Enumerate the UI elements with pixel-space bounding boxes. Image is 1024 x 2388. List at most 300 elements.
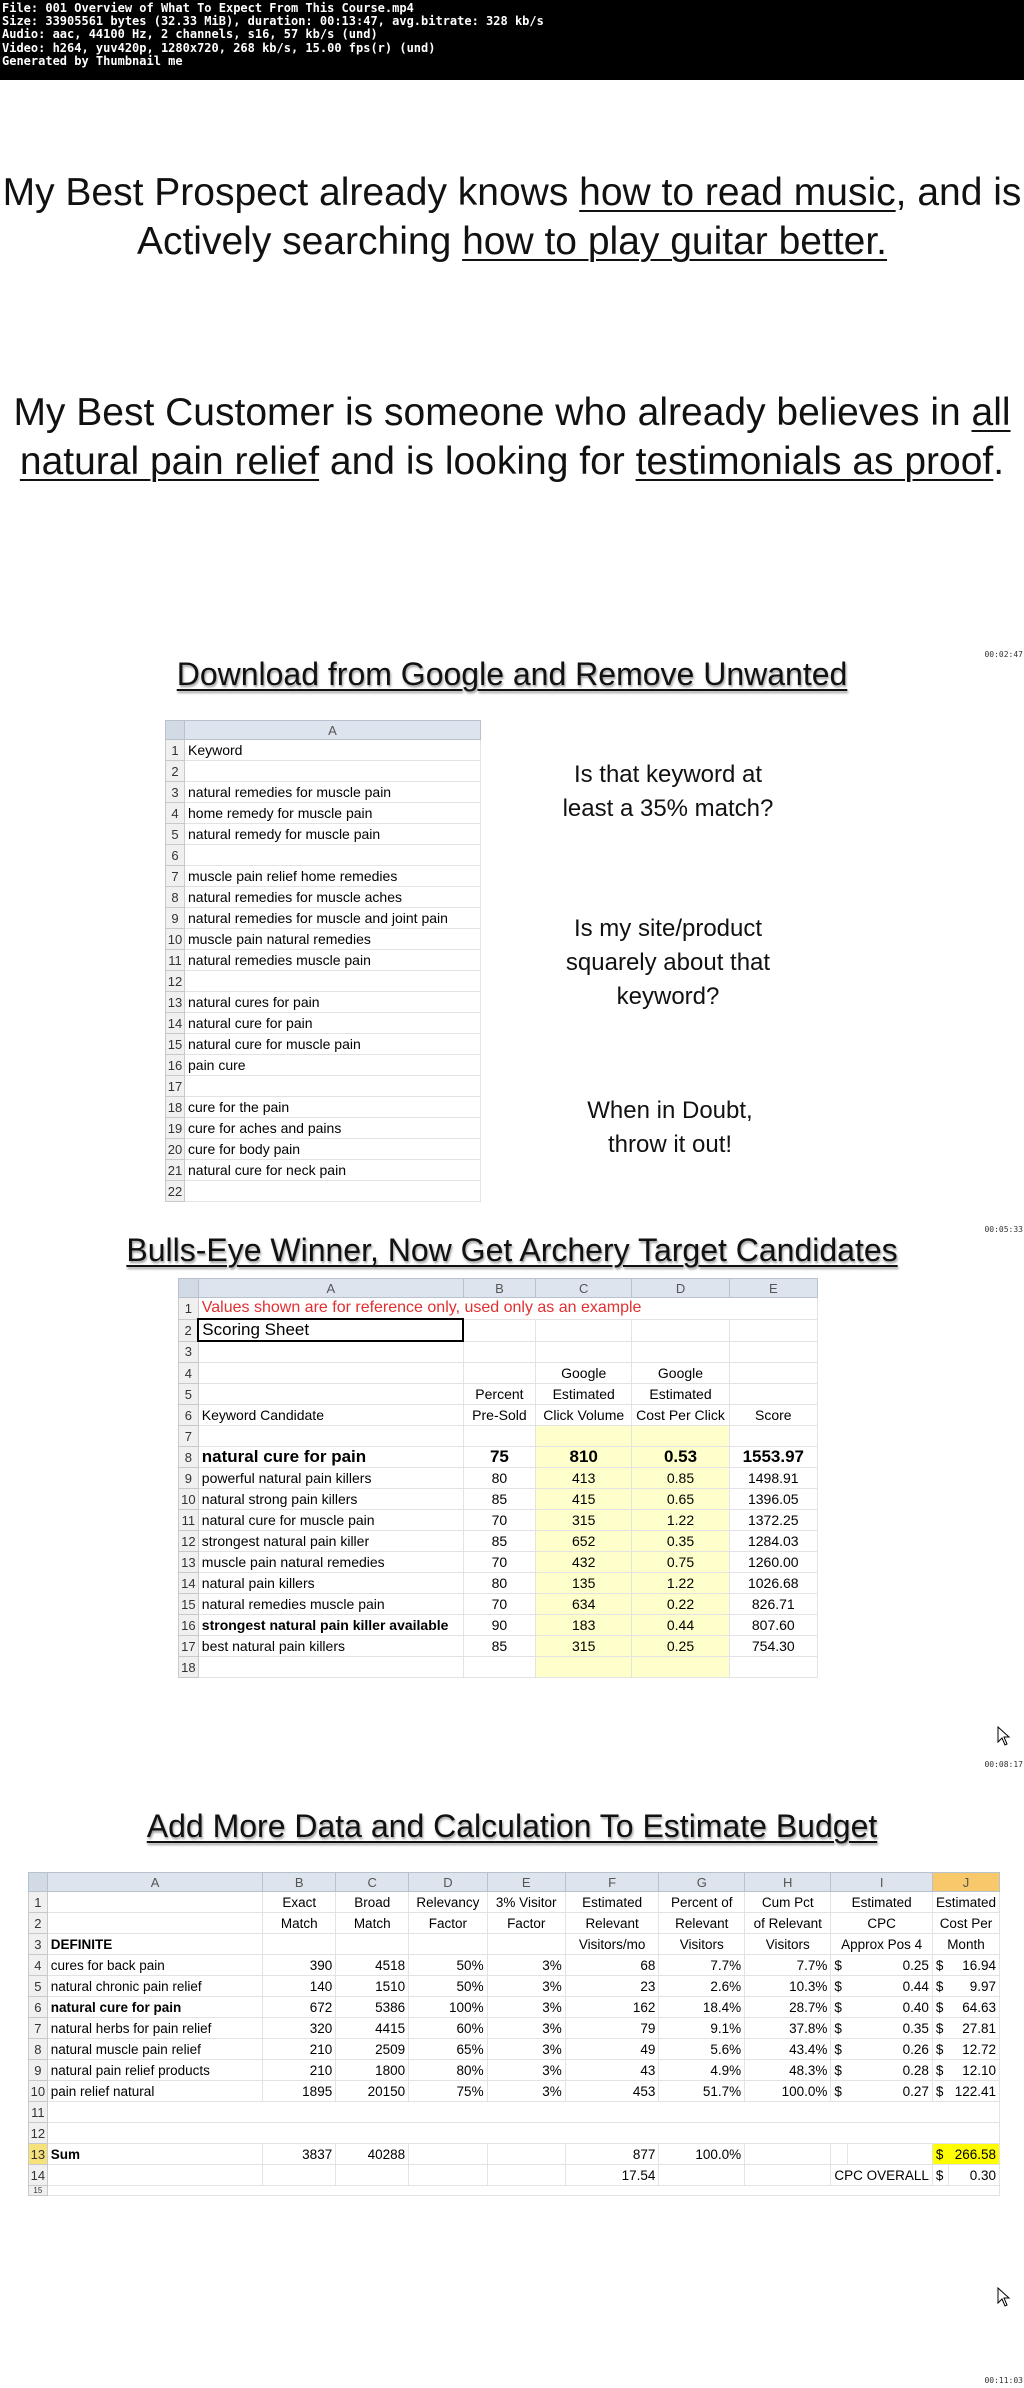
budget-value[interactable]: 20150 xyxy=(336,2081,409,2102)
candidate-keyword[interactable]: natural cure for muscle pain xyxy=(198,1510,463,1531)
timestamp-3: 00:08:17 xyxy=(984,1760,1023,1769)
candidate-cost-per-click[interactable]: 1.22 xyxy=(632,1510,729,1531)
row-number: 10 xyxy=(29,2081,48,2102)
budget-value[interactable]: 12.72 xyxy=(949,2039,1000,2060)
budget-keyword[interactable]: natural muscle pain relief xyxy=(47,2039,263,2060)
keyword-cell[interactable]: muscle pain natural remedies xyxy=(185,929,481,950)
budget-value[interactable]: 390 xyxy=(263,1955,336,1976)
keyword-row xyxy=(166,1160,481,1181)
candidate-score[interactable]: 1396.05 xyxy=(729,1489,817,1510)
hdr-estimated-d: Estimated xyxy=(632,1384,729,1405)
budget-value[interactable]: 3% xyxy=(487,1997,565,2018)
budget-value[interactable]: 2509 xyxy=(336,2039,409,2060)
candidate-keyword[interactable]: natural cure for pain xyxy=(198,1447,463,1468)
candidate-keyword[interactable]: strongest natural pain killer available xyxy=(198,1615,463,1636)
generator-info: Generated by Thumbnail me xyxy=(2,53,183,68)
budget-keyword[interactable]: natural chronic pain relief xyxy=(47,1976,263,1997)
prospect-text-a: My Best Prospect already knows xyxy=(2,171,580,214)
candidate-score[interactable]: 754.30 xyxy=(729,1636,817,1657)
candidate-presold[interactable]: 75 xyxy=(463,1447,535,1468)
row14-value[interactable] xyxy=(745,2165,831,2186)
keyword-row xyxy=(166,761,481,782)
budget-value[interactable]: 0.44 xyxy=(847,1976,932,1997)
budget-value[interactable]: 4.9% xyxy=(659,2060,745,2081)
keyword-cell[interactable]: natural cures for pain xyxy=(185,992,481,1013)
budget-value[interactable]: $ xyxy=(831,2081,848,2102)
candidate-row xyxy=(179,1615,818,1636)
budget-row xyxy=(29,2039,1000,2060)
budget-h3-cell: Visitors/mo xyxy=(565,1934,659,1955)
budget-sheet: A B C D E F G H I J 1 Exact Broad Relevancy 3% Visitor Estimated Percent of Cum Pct Estimated Estimated 2 Match Match Factor Factor Relevant Relevant of Relevant CPC Cost Per 3 DEFINITE Visitors/mo Visitors Visitors Approx Pos 4 Month 4 cures for back pain 390 4518 50% 3% 68 7.7% 7.7% $ 0.25 $ 16.94 5 natural chronic pain relief 140 1510 50% 3% 23 2.6% 10.3% $ 0.44 $ 9.97 6 natural cure for pain 672 5386 100% 3% 162 18.4% 28.7% $ 0.40 $ 64.63 7 natural herbs for pain relief 320 4415 60% 3% 79 9.1% 37.8% $ 0.35 $ 27.81 8 natural muscle pain relief 210 2509 65% 3% 49 5.6% 43.4% $ 0.26 $ 12.72 9 natural pain relief products 210 1800 80% 3% 43 4.9% 48.3% $ 0.28 $ 12.10 10 pain relief natural 1895 20150 75% 3% 453 51.7% 100.0% $ 0.27 $ 122.41 11 12 13 Sum 3837 40288 877 100.0% $ 266.58 14 17.54 CPC OVERALL $ 0.30 15 xyxy=(28,1872,1000,2196)
budget-h2-cell: of Relevant xyxy=(745,1913,831,1934)
mouse-cursor-icon xyxy=(997,1726,1011,1746)
col-header-i: I xyxy=(831,1873,933,1892)
budget-value[interactable]: $ xyxy=(831,2018,848,2039)
budget-h1-cell xyxy=(47,1892,263,1913)
budget-value[interactable]: 50% xyxy=(409,1955,487,1976)
candidate-row xyxy=(179,1531,818,1552)
budget-value[interactable]: 3% xyxy=(487,2060,565,2081)
keyword-row xyxy=(166,740,481,761)
row-number: 17 xyxy=(166,1076,185,1097)
row-number: 11 xyxy=(166,950,185,971)
hdr-cost-per-click: Cost Per Click xyxy=(632,1405,729,1426)
candidate-cost-per-click[interactable]: 0.22 xyxy=(632,1594,729,1615)
budget-value[interactable]: 18.4% xyxy=(659,1997,745,2018)
budget-h3-cell xyxy=(336,1934,409,1955)
budget-value[interactable]: 16.94 xyxy=(949,1955,1000,1976)
candidate-score[interactable]: 826.71 xyxy=(729,1594,817,1615)
budget-value[interactable]: 672 xyxy=(263,1997,336,2018)
keyword-row xyxy=(166,1034,481,1055)
budget-value[interactable]: 3% xyxy=(487,2081,565,2102)
budget-keyword[interactable]: natural pain relief products xyxy=(47,2060,263,2081)
customer-statement xyxy=(0,388,1024,486)
sum-value[interactable] xyxy=(409,2144,487,2165)
note-match: Is that keyword at least a 35% match? xyxy=(562,761,774,822)
candidate-row xyxy=(179,1489,818,1510)
candidate-presold[interactable]: 85 xyxy=(463,1489,535,1510)
keyword-cell[interactable]: muscle pain relief home remedies xyxy=(185,866,481,887)
corner-cell xyxy=(29,1873,48,1892)
col-header-c: C xyxy=(336,1873,409,1892)
budget-value[interactable]: 68 xyxy=(565,1955,659,1976)
row-number: 5 xyxy=(29,1976,48,1997)
keyword-cell[interactable]: natural cure for pain xyxy=(185,1013,481,1034)
keyword-cell[interactable] xyxy=(185,1076,481,1097)
col-header-b: B xyxy=(263,1873,336,1892)
budget-value[interactable]: 79 xyxy=(565,2018,659,2039)
budget-value[interactable]: $ xyxy=(831,1997,848,2018)
keyword-row xyxy=(166,1181,481,1202)
budget-value[interactable]: 48.3% xyxy=(745,2060,831,2081)
budget-row xyxy=(29,1997,1000,2018)
candidate-click-volume[interactable]: 415 xyxy=(535,1489,631,1510)
keyword-cell[interactable]: cure for the pain xyxy=(185,1097,481,1118)
budget-keyword[interactable]: natural cure for pain xyxy=(47,1997,263,2018)
budget-h2-cell: CPC xyxy=(831,1913,933,1934)
row14-value[interactable]: 0.30 xyxy=(949,2165,1000,2186)
hdr-estimated-c: Estimated xyxy=(535,1384,631,1405)
budget-value[interactable]: $ xyxy=(932,1976,949,1997)
row-number: 8 xyxy=(179,1447,199,1468)
budget-value[interactable]: 80% xyxy=(409,2060,487,2081)
budget-value[interactable]: 51.7% xyxy=(659,2081,745,2102)
keyword-row xyxy=(166,1139,481,1160)
candidate-row xyxy=(179,1636,818,1657)
budget-value[interactable]: $ xyxy=(932,1955,949,1976)
row-number: 19 xyxy=(166,1118,185,1139)
budget-value[interactable]: 7.7% xyxy=(745,1955,831,1976)
budget-value[interactable]: 28.7% xyxy=(745,1997,831,2018)
candidate-score[interactable]: 1026.68 xyxy=(729,1573,817,1594)
budget-h1-cell: Broad xyxy=(336,1892,409,1913)
row-number: 6 xyxy=(166,845,185,866)
customer-text-b: and is looking for xyxy=(319,440,636,483)
keyword-cell[interactable] xyxy=(185,845,481,866)
row-number: 17 xyxy=(179,1636,199,1657)
keyword-row xyxy=(166,803,481,824)
candidate-score[interactable]: 1284.03 xyxy=(729,1531,817,1552)
keyword-cell[interactable]: natural remedy for muscle pain xyxy=(185,824,481,845)
budget-value[interactable]: 1895 xyxy=(263,2081,336,2102)
candidate-cost-per-click[interactable]: 0.25 xyxy=(632,1636,729,1657)
budget-h1-cell: Estimated xyxy=(565,1892,659,1913)
hdr-keyword-candidate: Keyword Candidate xyxy=(198,1405,463,1426)
candidate-cost-per-click[interactable]: 0.35 xyxy=(632,1531,729,1552)
candidate-click-volume[interactable]: 183 xyxy=(535,1615,631,1636)
scoring-sheet-label[interactable]: Scoring Sheet xyxy=(198,1319,463,1341)
budget-keyword[interactable]: pain relief natural xyxy=(47,2081,263,2102)
candidate-keyword[interactable]: natural pain killers xyxy=(198,1573,463,1594)
sum-value[interactable] xyxy=(847,2144,932,2165)
candidate-keyword[interactable]: best natural pain killers xyxy=(198,1636,463,1657)
slide3-title: Bulls-Eye Winner, Now Get Archery Target Candidates xyxy=(126,1232,898,1268)
note-site: Is my site/product squarely about that keyword? xyxy=(565,915,771,1010)
budget-value[interactable]: 1800 xyxy=(336,2060,409,2081)
sum-value[interactable]: 877 xyxy=(565,2144,659,2165)
sum-label[interactable]: Sum xyxy=(47,2144,263,2165)
budget-value[interactable]: 5386 xyxy=(336,1997,409,2018)
row14-value[interactable] xyxy=(336,2165,409,2186)
budget-value[interactable]: 140 xyxy=(263,1976,336,1997)
budget-h3-cell: Visitors xyxy=(659,1934,745,1955)
budget-value[interactable]: 10.3% xyxy=(745,1976,831,1997)
budget-value[interactable]: $ xyxy=(831,1955,848,1976)
row-number: 9 xyxy=(29,2060,48,2081)
budget-value[interactable]: 12.10 xyxy=(949,2060,1000,2081)
budget-h2-cell: Cost Per xyxy=(932,1913,999,1934)
slide4-title: Add More Data and Calculation To Estimate Budget xyxy=(146,1808,878,1844)
candidate-score[interactable]: 1260.00 xyxy=(729,1552,817,1573)
col-header-b: B xyxy=(463,1279,535,1298)
row-number: 22 xyxy=(166,1181,185,1202)
budget-value[interactable]: 0.26 xyxy=(847,2039,932,2060)
col-header-c: C xyxy=(535,1279,631,1298)
keyword-row xyxy=(166,992,481,1013)
col-header-a: A xyxy=(185,721,481,740)
candidate-row xyxy=(179,1510,818,1531)
keyword-cell[interactable]: natural remedies muscle pain xyxy=(185,950,481,971)
budget-value[interactable]: 5.6% xyxy=(659,2039,745,2060)
budget-value[interactable]: 3% xyxy=(487,1976,565,1997)
budget-value[interactable]: 4518 xyxy=(336,1955,409,1976)
candidate-keyword[interactable]: powerful natural pain killers xyxy=(198,1468,463,1489)
budget-value[interactable]: 2.6% xyxy=(659,1976,745,1997)
reference-note: Values shown are for reference only, used only as an example xyxy=(198,1298,817,1320)
budget-value[interactable]: $ xyxy=(831,2060,848,2081)
budget-h1-cell: Estimated xyxy=(932,1892,999,1913)
prospect-statement xyxy=(0,168,1024,266)
candidate-presold[interactable]: 80 xyxy=(463,1468,535,1489)
row-number: 10 xyxy=(179,1489,199,1510)
budget-h3-cell: Approx Pos 4 xyxy=(831,1934,933,1955)
row14-value[interactable] xyxy=(47,2165,263,2186)
candidate-click-volume[interactable]: 634 xyxy=(535,1594,631,1615)
budget-h2-cell: Match xyxy=(263,1913,336,1934)
hdr-click-volume: Click Volume xyxy=(535,1405,631,1426)
row14-value[interactable] xyxy=(409,2165,487,2186)
budget-keyword[interactable]: natural herbs for pain relief xyxy=(47,2018,263,2039)
sum-value[interactable] xyxy=(745,2144,831,2165)
candidate-cost-per-click[interactable]: 0.75 xyxy=(632,1552,729,1573)
keyword-row xyxy=(166,950,481,971)
keyword-row xyxy=(166,887,481,908)
budget-value[interactable]: 9.97 xyxy=(949,1976,1000,1997)
row-number: 12 xyxy=(179,1531,199,1552)
keyword-row xyxy=(166,782,481,803)
candidate-presold[interactable]: 85 xyxy=(463,1636,535,1657)
row-number: 4 xyxy=(29,1955,48,1976)
budget-value[interactable]: 210 xyxy=(263,2060,336,2081)
keyword-cell[interactable]: home remedy for muscle pain xyxy=(185,803,481,824)
corner-cell xyxy=(166,721,185,740)
budget-value[interactable]: 3% xyxy=(487,2018,565,2039)
candidate-cost-per-click[interactable]: 0.53 xyxy=(632,1447,729,1468)
candidate-cost-per-click[interactable]: 0.44 xyxy=(632,1615,729,1636)
row-number: 15 xyxy=(166,1034,185,1055)
sum-value[interactable]: $ xyxy=(932,2144,949,2165)
budget-value[interactable]: 27.81 xyxy=(949,2018,1000,2039)
keyword-cell[interactable]: natural cure for neck pain xyxy=(185,1160,481,1181)
budget-row xyxy=(29,1976,1000,1997)
note-doubt: When in Doubt, throw it out! xyxy=(587,1097,753,1158)
candidate-click-volume[interactable]: 432 xyxy=(535,1552,631,1573)
candidate-click-volume[interactable]: 413 xyxy=(535,1468,631,1489)
row-number: 8 xyxy=(166,887,185,908)
candidate-keyword[interactable]: muscle pain natural remedies xyxy=(198,1552,463,1573)
candidate-click-volume[interactable]: 135 xyxy=(535,1573,631,1594)
hdr-percent: Percent xyxy=(463,1384,535,1405)
timestamp-4: 00:11:03 xyxy=(984,2376,1023,2385)
row14-value[interactable] xyxy=(659,2165,745,2186)
candidate-keyword[interactable]: strongest natural pain killer xyxy=(198,1531,463,1552)
keyword-cell[interactable]: natural remedies for muscle and joint pain xyxy=(185,908,481,929)
budget-value[interactable]: 75% xyxy=(409,2081,487,2102)
budget-keyword[interactable]: cures for back pain xyxy=(47,1955,263,1976)
budget-row xyxy=(29,2081,1000,2102)
candidate-presold[interactable]: 70 xyxy=(463,1552,535,1573)
candidate-presold[interactable]: 90 xyxy=(463,1615,535,1636)
candidate-score[interactable]: 1553.97 xyxy=(729,1447,817,1468)
sum-value[interactable]: 100.0% xyxy=(659,2144,745,2165)
row14-value[interactable]: $ xyxy=(932,2165,949,2186)
candidate-score[interactable]: 807.60 xyxy=(729,1615,817,1636)
keyword-cell[interactable]: pain cure xyxy=(185,1055,481,1076)
candidate-click-volume[interactable]: 810 xyxy=(535,1447,631,1468)
keyword-cell[interactable]: cure for aches and pains xyxy=(185,1118,481,1139)
candidate-presold[interactable]: 70 xyxy=(463,1510,535,1531)
budget-value[interactable]: 7.7% xyxy=(659,1955,745,1976)
video-info: Video: h264, yuv420p, 1280x720, 268 kb/s, 15.00 fps(r) (und) xyxy=(2,40,436,55)
budget-value[interactable]: 4415 xyxy=(336,2018,409,2039)
budget-value[interactable]: $ xyxy=(932,2039,949,2060)
row-number: 9 xyxy=(179,1468,199,1489)
budget-value[interactable]: 0.28 xyxy=(847,2060,932,2081)
candidate-presold[interactable]: 80 xyxy=(463,1573,535,1594)
row-number: 3 xyxy=(166,782,185,803)
budget-value[interactable]: 60% xyxy=(409,2018,487,2039)
customer-underline-2: testimonials as proof xyxy=(635,440,994,483)
budget-value[interactable]: 43.4% xyxy=(745,2039,831,2060)
budget-value[interactable]: $ xyxy=(932,2060,949,2081)
col-header-d: D xyxy=(632,1279,729,1298)
candidate-presold[interactable]: 85 xyxy=(463,1531,535,1552)
budget-value[interactable]: 100.0% xyxy=(745,2081,831,2102)
keyword-row xyxy=(166,971,481,992)
prospect-underline-1: how to read music xyxy=(579,171,896,214)
keyword-cell[interactable]: cure for body pain xyxy=(185,1139,481,1160)
candidate-row xyxy=(179,1573,818,1594)
col-header-e: E xyxy=(487,1873,565,1892)
candidate-score[interactable]: 1498.91 xyxy=(729,1468,817,1489)
budget-h1-cell: 3% Visitor xyxy=(487,1892,565,1913)
budget-value[interactable]: $ xyxy=(831,1976,848,1997)
budget-value[interactable]: $ xyxy=(831,2039,848,2060)
budget-value[interactable]: 9.1% xyxy=(659,2018,745,2039)
keyword-row xyxy=(166,1013,481,1034)
budget-value[interactable]: 49 xyxy=(565,2039,659,2060)
candidate-row xyxy=(179,1468,818,1489)
row14-value[interactable] xyxy=(263,2165,336,2186)
budget-value[interactable]: 162 xyxy=(565,1997,659,2018)
budget-h3-cell xyxy=(409,1934,487,1955)
candidate-click-volume[interactable]: 652 xyxy=(535,1531,631,1552)
col-header-a: A xyxy=(47,1873,263,1892)
keyword-row xyxy=(166,1097,481,1118)
keyword-cell[interactable]: natural remedies for muscle pain xyxy=(185,782,481,803)
candidate-score[interactable]: 1372.25 xyxy=(729,1510,817,1531)
keyword-cell[interactable] xyxy=(185,1181,481,1202)
timestamp-2: 00:05:33 xyxy=(984,1225,1023,1234)
budget-value[interactable]: 50% xyxy=(409,1976,487,1997)
row14-value[interactable]: 17.54 xyxy=(565,2165,659,2186)
budget-value[interactable]: 23 xyxy=(565,1976,659,1997)
row-number: 8 xyxy=(29,2039,48,2060)
budget-value[interactable]: 3% xyxy=(487,1955,565,1976)
sum-value[interactable] xyxy=(487,2144,565,2165)
row-number: 11 xyxy=(179,1510,199,1531)
candidate-keyword[interactable]: natural strong pain killers xyxy=(198,1489,463,1510)
candidate-cost-per-click[interactable]: 0.65 xyxy=(632,1489,729,1510)
budget-value[interactable]: $ xyxy=(932,2018,949,2039)
budget-value[interactable]: 3% xyxy=(487,2039,565,2060)
row-number: 6 xyxy=(29,1997,48,2018)
budget-h1-cell: Estimated xyxy=(831,1892,933,1913)
candidate-row xyxy=(179,1552,818,1573)
budget-value[interactable]: 100% xyxy=(409,1997,487,2018)
keyword-header-cell[interactable]: Keyword xyxy=(185,740,481,761)
sum-value[interactable] xyxy=(831,2144,848,2165)
keyword-cell[interactable] xyxy=(185,971,481,992)
budget-value[interactable]: 320 xyxy=(263,2018,336,2039)
sum-value[interactable]: 40288 xyxy=(336,2144,409,2165)
budget-h2-cell: Factor xyxy=(409,1913,487,1934)
sum-value[interactable]: 266.58 xyxy=(949,2144,1000,2165)
keyword-row xyxy=(166,1055,481,1076)
keyword-cell[interactable]: natural remedies for muscle aches xyxy=(185,887,481,908)
candidate-cost-per-click[interactable]: 1.22 xyxy=(632,1573,729,1594)
candidate-cost-per-click[interactable]: 0.85 xyxy=(632,1468,729,1489)
budget-value[interactable]: 210 xyxy=(263,2039,336,2060)
col-header-f: F xyxy=(565,1873,659,1892)
budget-value[interactable]: 37.8% xyxy=(745,2018,831,2039)
candidate-presold[interactable]: 70 xyxy=(463,1594,535,1615)
budget-h3-cell xyxy=(487,1934,565,1955)
budget-value[interactable]: $ xyxy=(932,2081,949,2102)
prospect-text-b: , and is Actively searching xyxy=(136,171,1022,263)
row14-value[interactable] xyxy=(487,2165,565,2186)
budget-value[interactable]: $ xyxy=(932,1997,949,2018)
budget-h2-cell: Relevant xyxy=(565,1913,659,1934)
customer-text-c: . xyxy=(993,440,1005,483)
row-number: 7 xyxy=(29,2018,48,2039)
col-header-d: D xyxy=(409,1873,487,1892)
budget-value[interactable]: 0.40 xyxy=(847,1997,932,2018)
budget-value[interactable]: 0.35 xyxy=(847,2018,932,2039)
budget-value[interactable]: 0.27 xyxy=(847,2081,932,2102)
candidate-click-volume[interactable]: 315 xyxy=(535,1510,631,1531)
budget-value[interactable]: 453 xyxy=(565,2081,659,2102)
budget-row xyxy=(29,2060,1000,2081)
budget-value[interactable]: 122.41 xyxy=(949,2081,1000,2102)
col-header-h: H xyxy=(745,1873,831,1892)
hdr-presold: Pre-Sold xyxy=(463,1405,535,1426)
candidate-keyword[interactable]: natural remedies muscle pain xyxy=(198,1594,463,1615)
candidate-click-volume[interactable]: 315 xyxy=(535,1636,631,1657)
row-number: 12 xyxy=(166,971,185,992)
row-number: 16 xyxy=(166,1055,185,1076)
budget-value[interactable]: 65% xyxy=(409,2039,487,2060)
budget-value[interactable]: 43 xyxy=(565,2060,659,2081)
row-number: 14 xyxy=(166,1013,185,1034)
budget-h2-cell: Relevant xyxy=(659,1913,745,1934)
budget-value[interactable]: 1510 xyxy=(336,1976,409,1997)
sum-value[interactable]: 3837 xyxy=(263,2144,336,2165)
keyword-row xyxy=(166,1076,481,1097)
budget-value[interactable]: 0.25 xyxy=(847,1955,932,1976)
keyword-cell[interactable]: natural cure for muscle pain xyxy=(185,1034,481,1055)
row14-value[interactable]: CPC OVERALL xyxy=(831,2165,933,2186)
keyword-sheet xyxy=(165,720,481,1202)
row-number: 2 xyxy=(166,761,185,782)
keyword-cell[interactable] xyxy=(185,761,481,782)
row-number: 5 xyxy=(166,824,185,845)
budget-row xyxy=(29,1955,1000,1976)
budget-h3-cell: Visitors xyxy=(745,1934,831,1955)
budget-value[interactable]: 64.63 xyxy=(949,1997,1000,2018)
row-number: 18 xyxy=(166,1097,185,1118)
